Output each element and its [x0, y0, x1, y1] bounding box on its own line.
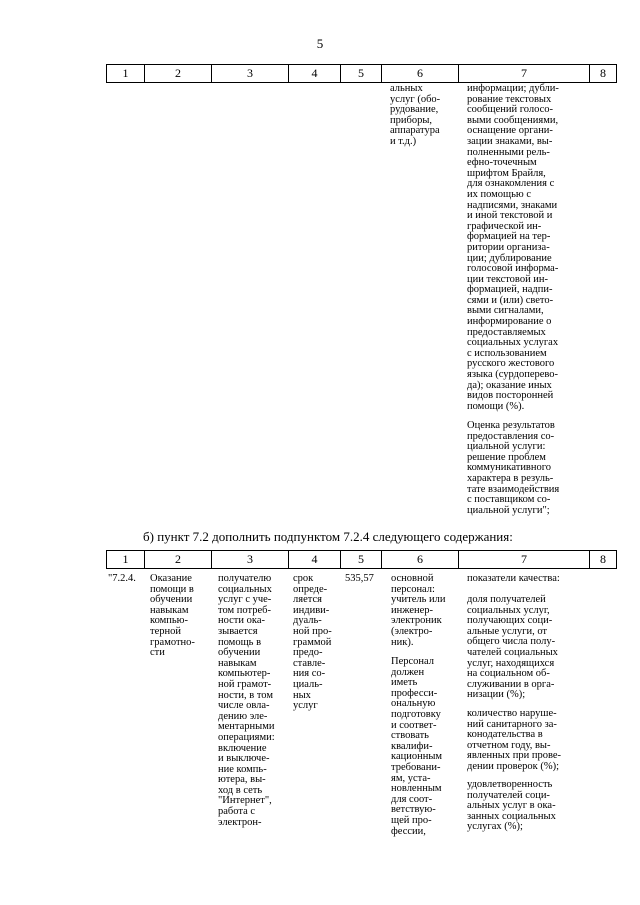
table-header-top: [106, 64, 617, 83]
col-header-1: 1: [107, 551, 145, 569]
col-header-7: 7: [459, 65, 590, 83]
row-7-2-4-description: получателю социальных услуг с уче- том потреб- ности ока- зывается помощь в обучении навыкам компьютер- ной грамот- ности, в том числе овла- дению эле- ментарными операциями: включение и выключе- ние компь- ютера, вы- ход в сеть "Интернет", работа с электрон-: [218, 573, 275, 828]
col-header-3: 3: [212, 65, 289, 83]
col-header-8: 8: [590, 551, 617, 569]
row-7-2-4-quality-heading: показатели качества:: [467, 573, 560, 584]
top-row-col6: альных услуг (обо- рудование, приборы, аппаратура и т.д.): [390, 83, 441, 147]
col-header-6: 6: [382, 551, 459, 569]
row-7-2-4-term: срок опреде- ляется индиви- дуаль- ной про- граммой предо- ставле- ния со- циаль- ных услуг: [293, 573, 332, 712]
col-header-6: 6: [382, 65, 459, 83]
row-7-2-4-quality-para3: удовлетворенность получателей соци- альных услуг в ока- занных социальных услугах (%);: [467, 779, 556, 833]
top-row-col7-para1: информации; дубли- рование текстовых сообщений голосо- выми сообщениями, оснащение органи- зации знаками, вы- полненными рель- ефно-точечным шрифтом Брайля, для ознакомления с их помощью с надписями, знаками и иной текстовой и графической ин- формацией на тер- ритории организа- ции; дублирование голосовой информа- ции текстовой ин- формацией, надпи- сями и (или) свето- выми сигналами, информирование о предоставляемых социальных услугах с использованием русского жестового языка (сурдоперево- да); оказание иных видов посторонней помощи (%).: [467, 83, 559, 412]
col-header-1: 1: [107, 65, 145, 83]
col-header-2: 2: [145, 551, 212, 569]
row-7-2-4-number: "7.2.4.: [108, 573, 136, 584]
col-header-5: 5: [341, 65, 382, 83]
col-header-3: 3: [212, 551, 289, 569]
row-7-2-4-staff-para1: основной персонал: учитель или инженер- электроник (электро- ник).: [391, 573, 446, 648]
row-7-2-4-quality-para2: количество наруше- ний санитарного за- конодательства в отчетном году, вы- явленных при прове- дении проверок (%);: [467, 708, 562, 772]
col-header-5: 5: [341, 551, 382, 569]
table-header-bottom: [106, 550, 617, 569]
col-header-4: 4: [289, 65, 341, 83]
row-7-2-4-staff-para2: Персонал должен иметь професси- ональную подготовку и соответ- ствовать квалифи- кационным требовани- ям, уста- новленным для соот- ветствую- щей про- фессии,: [391, 656, 443, 837]
row-7-2-4-quality-para1: доля получателей социальных услуг, получающих соци- альные услуги, от общего числа полу- чателей социальных услуг, находящихся на социальном об- служивании в орга- низации (%);: [467, 594, 558, 701]
row-7-2-4-service-name: Оказание помощи в обучении навыкам компью- терной грамотно- сти: [150, 573, 195, 659]
row-7-2-4-tariff: 535,57: [345, 573, 374, 584]
col-header-4: 4: [289, 551, 341, 569]
col-header-2: 2: [145, 65, 212, 83]
col-header-7: 7: [459, 551, 590, 569]
amendment-sentence: б) пункт 7.2 дополнить подпунктом 7.2.4 следующего содержания:: [143, 529, 513, 544]
col-header-8: 8: [590, 65, 617, 83]
top-row-col7-para2: Оценка результатов предоставления со- циальной услуги: решение проблем коммуникативного характера в резуль- тате взаимодействия с поставщиком со- циальной услуги";: [467, 420, 560, 516]
page-number: 5: [316, 36, 324, 51]
